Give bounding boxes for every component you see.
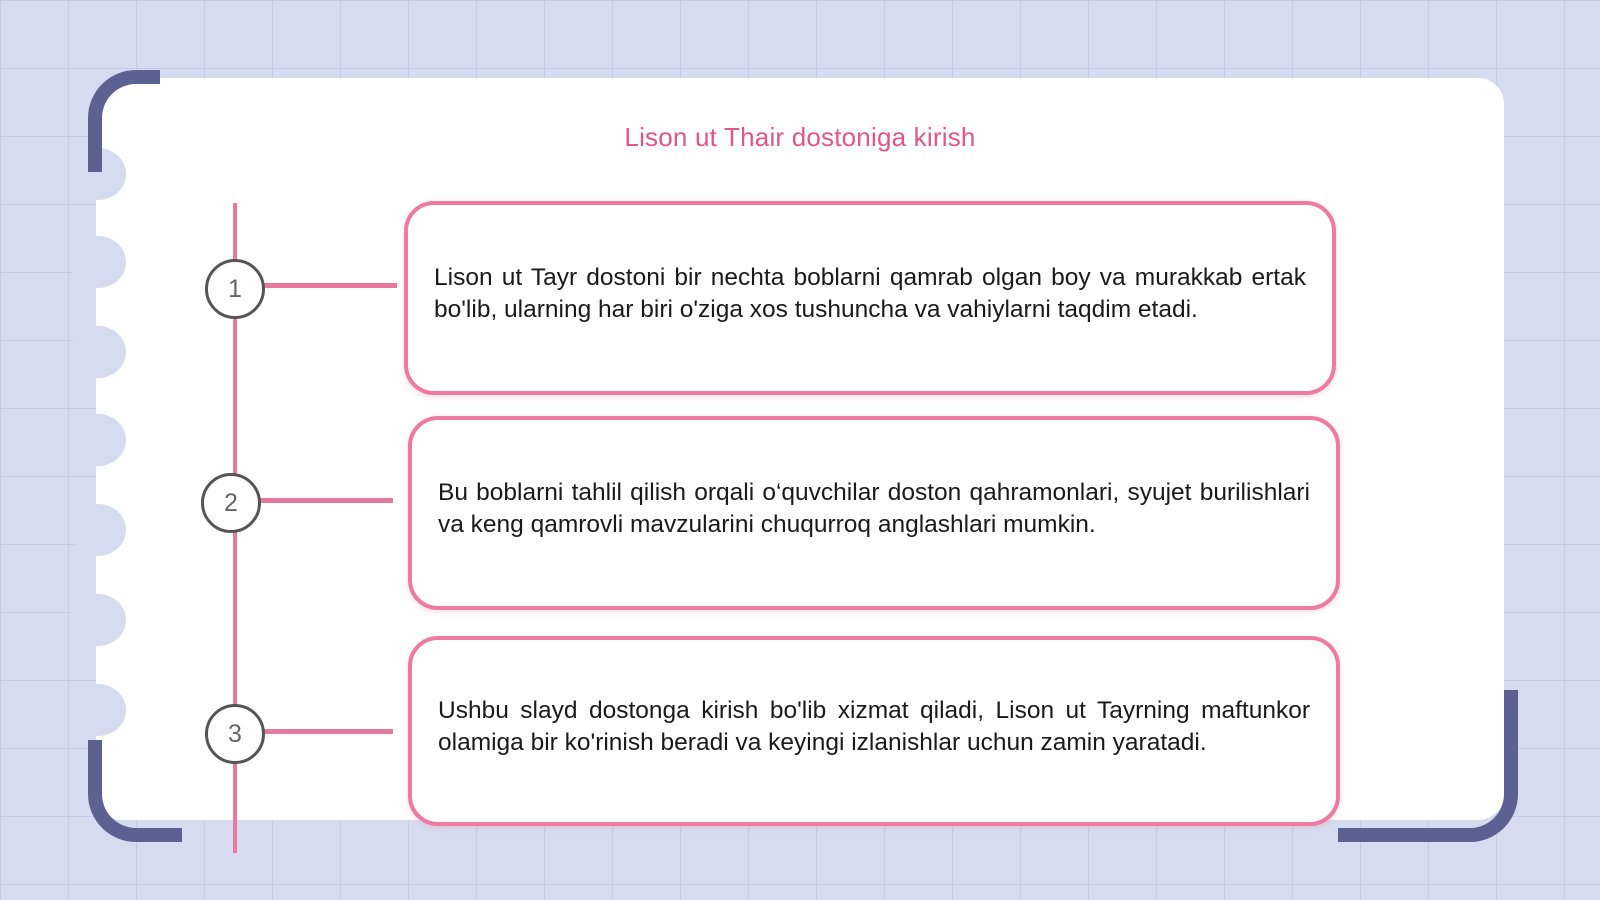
timeline-connector-2: [258, 498, 393, 503]
step-text-2: Bu boblarni tahlil qilish orqali o‘quvchilar doston qahramonlari, syujet burilishlari va keng qamrovli mavzularini chuqurroq anglashlari mumkin.: [438, 479, 1310, 538]
frame-corner-bottom-left: [88, 740, 182, 842]
timeline-connector-3: [262, 729, 393, 734]
notebook-hole: [70, 684, 126, 736]
step-number-3: 3: [205, 704, 265, 764]
notebook-hole: [70, 326, 126, 378]
timeline-connector-1: [262, 283, 397, 288]
notebook-hole: [70, 414, 126, 466]
notebook-hole: [70, 594, 126, 646]
notebook-hole: [70, 504, 126, 556]
step-text-3: Ushbu slayd dostonga kirish bo'lib xizmat qiladi, Lison ut Tayrning maftunkor olamiga bir ko'rinish beradi va keyingi izlanishlar uchun zamin yaratadi.: [438, 697, 1310, 756]
step-number-1: 1: [205, 259, 265, 319]
notebook-hole: [70, 236, 126, 288]
step-box-1: [404, 201, 1336, 395]
step-number-2: 2: [201, 473, 261, 533]
step-box-2: [408, 416, 1340, 610]
step-text-1: Lison ut Tayr dostoni bir nechta boblarni qamrab olgan boy va murakkab ertak bo'lib, ularning har biri o'ziga xos tushuncha va vahiylarni taqdim etadi.: [434, 264, 1306, 323]
frame-corner-top-left: [88, 70, 160, 172]
step-box-3: [408, 636, 1340, 826]
frame-corner-bottom-right: [1338, 690, 1518, 842]
slide-title: Lison ut Thair dostoniga kirish: [624, 122, 976, 152]
